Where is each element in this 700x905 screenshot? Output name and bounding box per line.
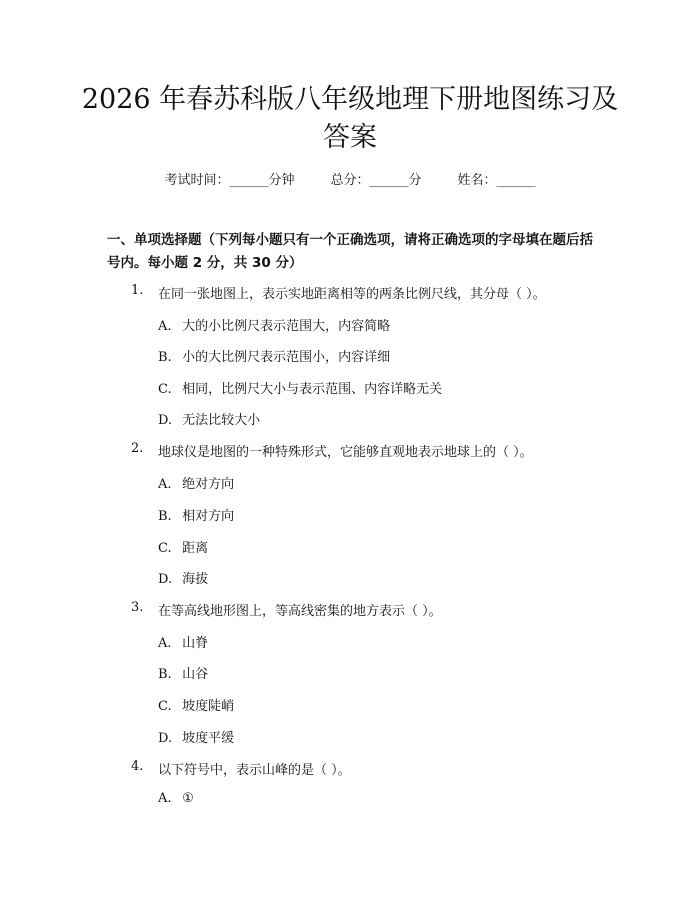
option-text: 山谷 (182, 667, 209, 682)
option-letter: C. (158, 541, 172, 556)
exam-name-field: 姓名：______ (457, 173, 536, 188)
option-letter: C. (158, 382, 172, 397)
option-text: 大的小比例尺表示范围大，内容简略 (182, 319, 391, 334)
option-text: 无法比较大小 (182, 413, 261, 428)
option-1c (158, 378, 442, 397)
option-2c (158, 537, 208, 556)
option-4a (158, 791, 194, 806)
question-number: 2. (131, 441, 144, 456)
option-letter: C. (158, 699, 172, 714)
option-1d (158, 409, 260, 428)
option-1b (158, 346, 390, 365)
section-heading: 一、单项选择题（下列每小题只有一个正确选项，请将正确选项的字母填在题后括号内。每小题 2 分，共 30 分） (107, 232, 593, 271)
question-number: 1. (131, 283, 144, 298)
option-letter: A. (158, 319, 172, 334)
option-3a (158, 632, 208, 651)
option-letter: A. (158, 477, 172, 492)
option-text: 绝对方向 (182, 477, 235, 492)
option-letter: D. (158, 413, 173, 428)
question-text: 地球仪是地图的一种特殊形式，它能够直观地表示地球上的（ ）。 (158, 445, 533, 460)
exam-time-field: 考试时间：______分钟 (164, 173, 295, 188)
option-3c (158, 695, 234, 714)
option-letter: A. (158, 791, 172, 806)
question-text: 在同一张地图上，表示实地距离相等的两条比例尺线，其分母（ ）。 (158, 287, 546, 302)
option-text: ① (182, 791, 194, 806)
option-letter: A. (158, 636, 172, 651)
option-text: 距离 (182, 541, 209, 556)
question-number: 3. (131, 600, 144, 615)
option-text: 小的大比例尺表示范围小，内容详细 (182, 350, 391, 365)
option-2a (158, 473, 234, 492)
question-number: 4. (131, 759, 144, 774)
option-2b (158, 505, 234, 524)
option-text: 海拔 (182, 572, 209, 587)
option-text: 坡度陡峭 (182, 699, 235, 714)
option-letter: B. (158, 509, 172, 524)
question-text: 在等高线地形图上，等高线密集的地方表示（ ）。 (158, 604, 442, 619)
option-letter: D. (158, 572, 173, 587)
option-2d (158, 568, 208, 587)
option-letter: D. (158, 731, 173, 746)
question-text: 以下符号中，表示山峰的是（ ）。 (158, 763, 351, 778)
option-text: 坡度平缓 (182, 731, 235, 746)
option-text: 相对方向 (182, 509, 235, 524)
option-text: 山脊 (182, 636, 209, 651)
option-3d (158, 727, 234, 746)
option-1a (158, 315, 390, 334)
page-title-line-1: 2026 年春苏科版八年级地理下册地图练习及 (81, 84, 619, 115)
option-text: 相同，比例尺大小与表示范围、内容详略无关 (182, 382, 443, 397)
option-letter: B. (158, 350, 172, 365)
exam-info-line (0, 169, 700, 188)
page-title-line-2: 答案 (323, 122, 377, 153)
exam-score-field: 总分：______分 (330, 173, 422, 188)
option-letter: B. (158, 667, 172, 682)
option-3b (158, 663, 208, 682)
